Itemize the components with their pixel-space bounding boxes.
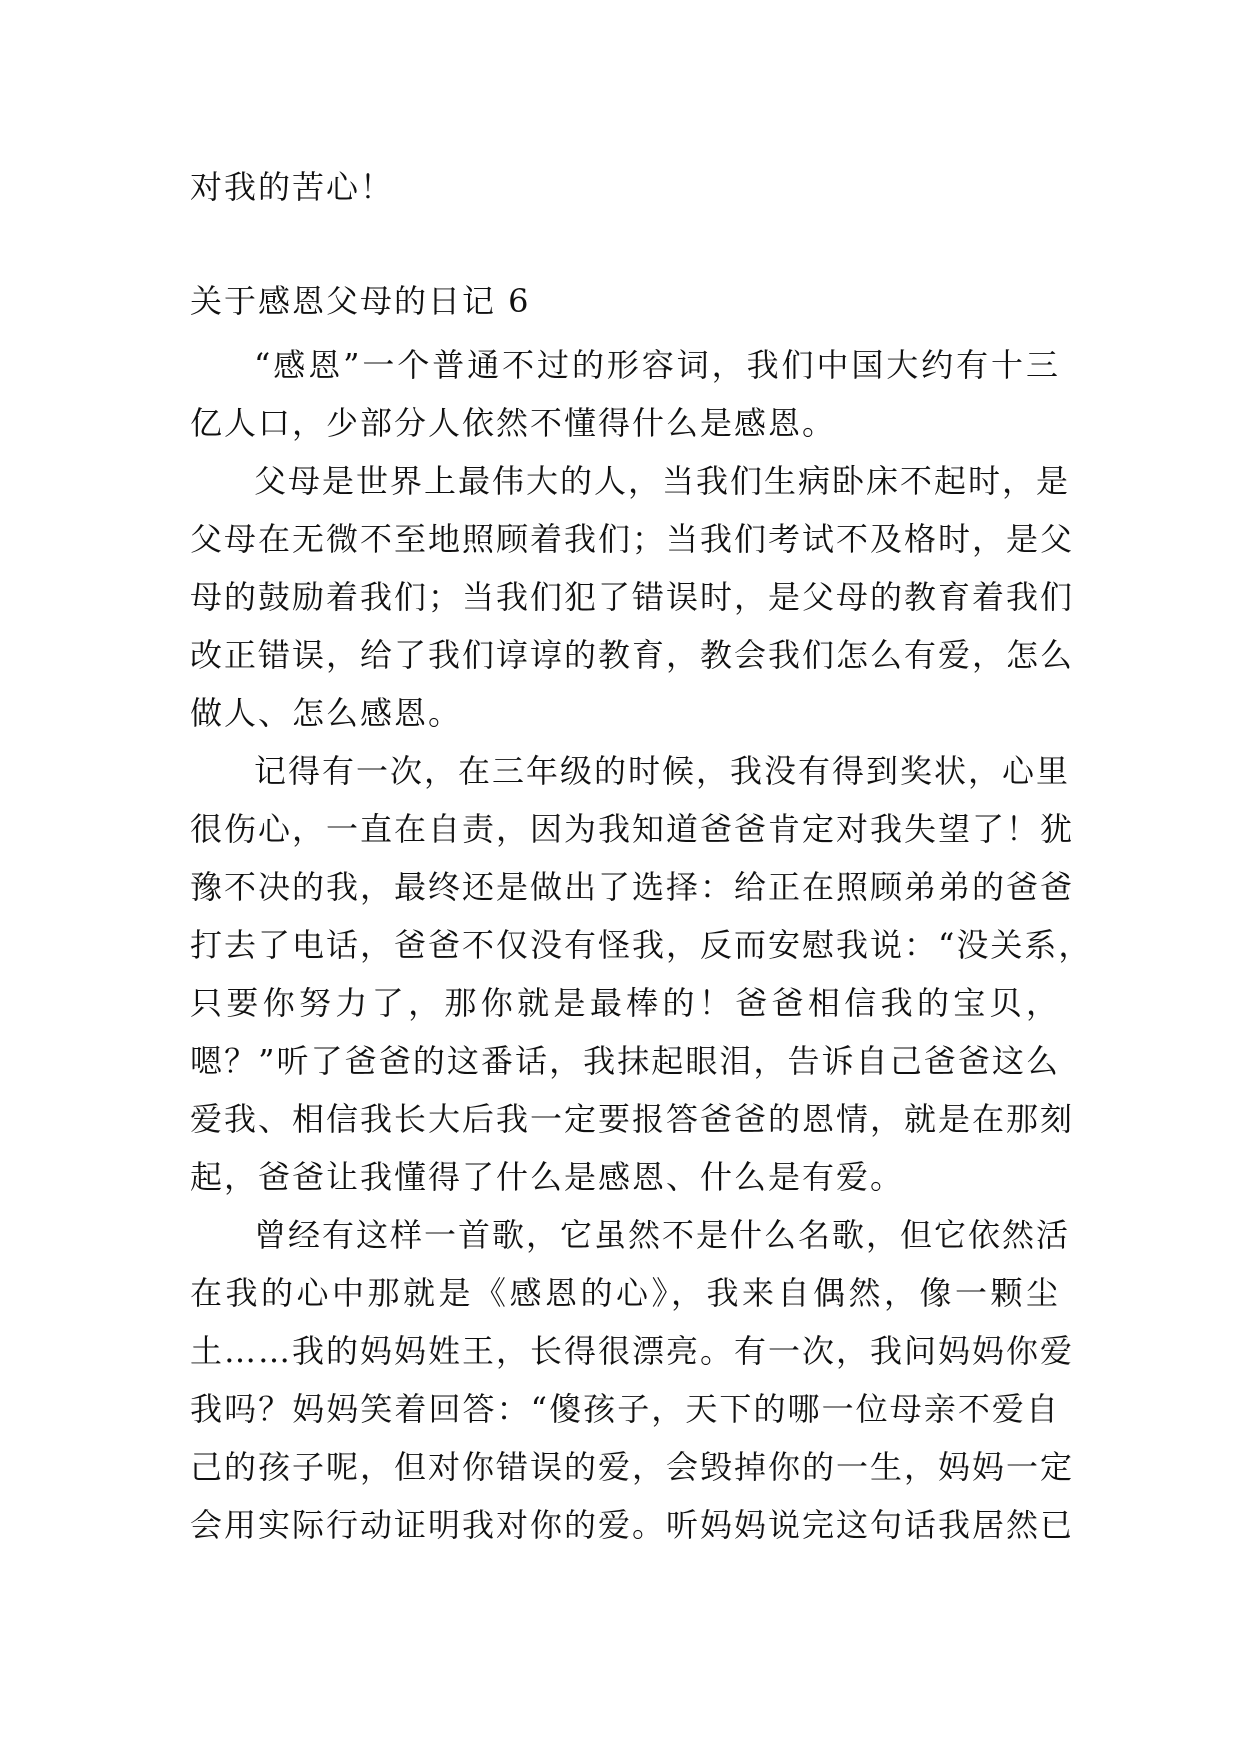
paragraph-line: 我吗？妈妈笑着回答：“傻孩子，天下的哪一位母亲不爱自 xyxy=(190,1390,1060,1428)
paragraph-line: 打去了电话，爸爸不仅没有怪我，反而安慰我说：“没关系， xyxy=(190,926,1093,964)
paragraph-line: 起，爸爸让我懂得了什么是感恩、什么是有爱。 xyxy=(190,1158,905,1196)
paragraph-line: 父母是世界上最伟大的人，当我们生病卧床不起时，是 xyxy=(254,462,1071,500)
document-body xyxy=(190,158,1093,1554)
paragraph-1 xyxy=(190,336,1060,452)
paragraph-line: 会用实际行动证明我对你的爱。听妈妈说完这句话我居然已 xyxy=(190,1506,1075,1544)
paragraph-line: 只要你努力了，那你就是最棒的！爸爸相信我的宝贝， xyxy=(190,984,1060,1022)
paragraph-2 xyxy=(190,452,1075,742)
paragraph-line: 在我的心中那就是《感恩的心》，我来自偶然，像一颗尘 xyxy=(190,1274,1060,1312)
diary-title: 关于感恩父母的日记 6 xyxy=(190,282,531,320)
paragraph-line: 父母在无微不至地照顾着我们；当我们考试不及格时，是父 xyxy=(190,520,1075,558)
paragraph-line: 曾经有这样一首歌，它虽然不是什么名歌，但它依然活 xyxy=(254,1216,1071,1254)
paragraph-line: 记得有一次，在三年级的时候，我没有得到奖状，心里 xyxy=(254,752,1071,790)
paragraph-line: 很伤心，一直在自责，因为我知道爸爸肯定对我失望了！犹 xyxy=(190,810,1075,848)
paragraph-line: “感恩”一个普通不过的形容词，我们中国大约有十三 xyxy=(254,346,1060,384)
paragraph-line: 己的孩子呢，但对你错误的爱，会毁掉你的一生，妈妈一定 xyxy=(190,1448,1075,1486)
paragraph-3 xyxy=(190,742,1093,1206)
paragraph-4 xyxy=(190,1206,1075,1554)
paragraph-line: 改正错误，给了我们谆谆的教育，教会我们怎么有爱，怎么 xyxy=(190,636,1075,674)
paragraph-line: 嗯？”听了爸爸的这番话，我抹起眼泪，告诉自己爸爸这么 xyxy=(190,1042,1060,1080)
paragraph-line: 母的鼓励着我们；当我们犯了错误时，是父母的教育着我们 xyxy=(190,578,1075,616)
paragraph-line: 土……我的妈妈姓王，长得很漂亮。有一次，我问妈妈你爱 xyxy=(190,1332,1075,1370)
paragraph-line: 爱我、相信我长大后我一定要报答爸爸的恩情，就是在那刻 xyxy=(190,1100,1075,1138)
intro-line: 对我的苦心！ xyxy=(190,168,395,206)
paragraph-line: 豫不决的我，最终还是做出了选择：给正在照顾弟弟的爸爸 xyxy=(190,868,1075,906)
paragraph-line: 做人、怎么感恩。 xyxy=(190,694,463,732)
paragraph-line: 亿人口，少部分人依然不懂得什么是感恩。 xyxy=(190,404,837,442)
